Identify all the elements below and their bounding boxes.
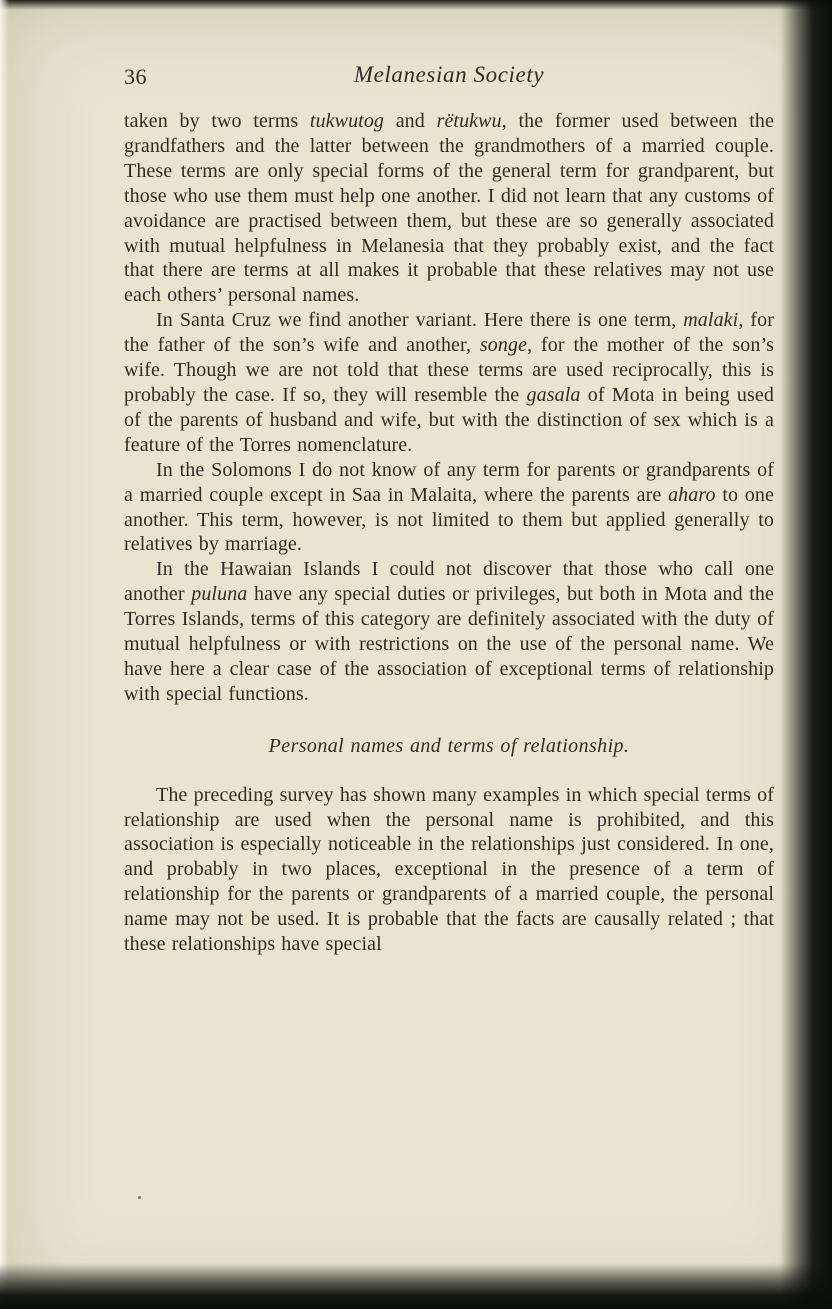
page-body xyxy=(124,109,774,957)
scan-edge-bottom xyxy=(0,1263,832,1309)
page-header xyxy=(124,62,774,92)
scan-edge-right xyxy=(780,0,832,1309)
paragraph-preceding-survey: The preceding survey has shown many examples in which special terms of relationship are used when the personal name is prohibited, and this association is especially noticeable in the relationships just considered. In one, and probably in two places, exceptional in the presence of a term of relationship for the parents or grandparents of a married couple, the personal name may not be used. It is probable that the facts are causally related ; that these relationships have special xyxy=(124,783,774,956)
paragraph-santa-cruz: In Santa Cruz we find another variant. Here there is one term, malaki, for the father of the son’s wife and another, songe, for the mother of the son’s wife. Though we are not told that these terms are used reciprocally, this is probably the case. If so, they will resemble the gasala of Mota in being used of the parents of husband and wife, but with the distinction of sex which is a feature of the Torres nomenclature. xyxy=(124,309,774,456)
paragraph-solomons: In the Solomons I do not know of any term for parents or grandparents of a married couple except in Saa in Malaita, where the parents are aharo to one another. This term, however, is not limited to them but applied generally to relatives by marriage. xyxy=(124,458,774,556)
scan-artifact-dot xyxy=(138,1196,141,1199)
page-number: 36 xyxy=(124,64,147,89)
section-heading: Personal names and terms of relationship. xyxy=(268,734,630,757)
paragraph-hawaian-islands: In the Hawaian Islands I could not discover that those who call one another puluna have any special duties or privileges, but both in Mota and the Torres Islands, terms of this category are definitely associated with the duty of mutual helpfulness or with restrictions on the use of the personal name. We have here a clear case of the association of exceptional terms of relationship with special functions. xyxy=(124,558,774,705)
scan-edge-left xyxy=(0,0,9,1309)
running-title: Melanesian Society xyxy=(353,62,545,87)
scan-edge-top xyxy=(0,0,832,10)
paragraph-continuation: taken by two terms tukwutog and rëtukwu, the former used between the grandfathers and the latter between the grandmothers of a married couple. These terms are only special forms of the general term for grandparent, but those who use them must help one another. I did not learn that any customs of avoidance are practised between them, but these are so generally associated with mutual helpfulness in Melanesia that they probably exist, and the fact that there are terms at all makes it probable that these relatives may not use each others’ personal names. xyxy=(124,110,774,307)
